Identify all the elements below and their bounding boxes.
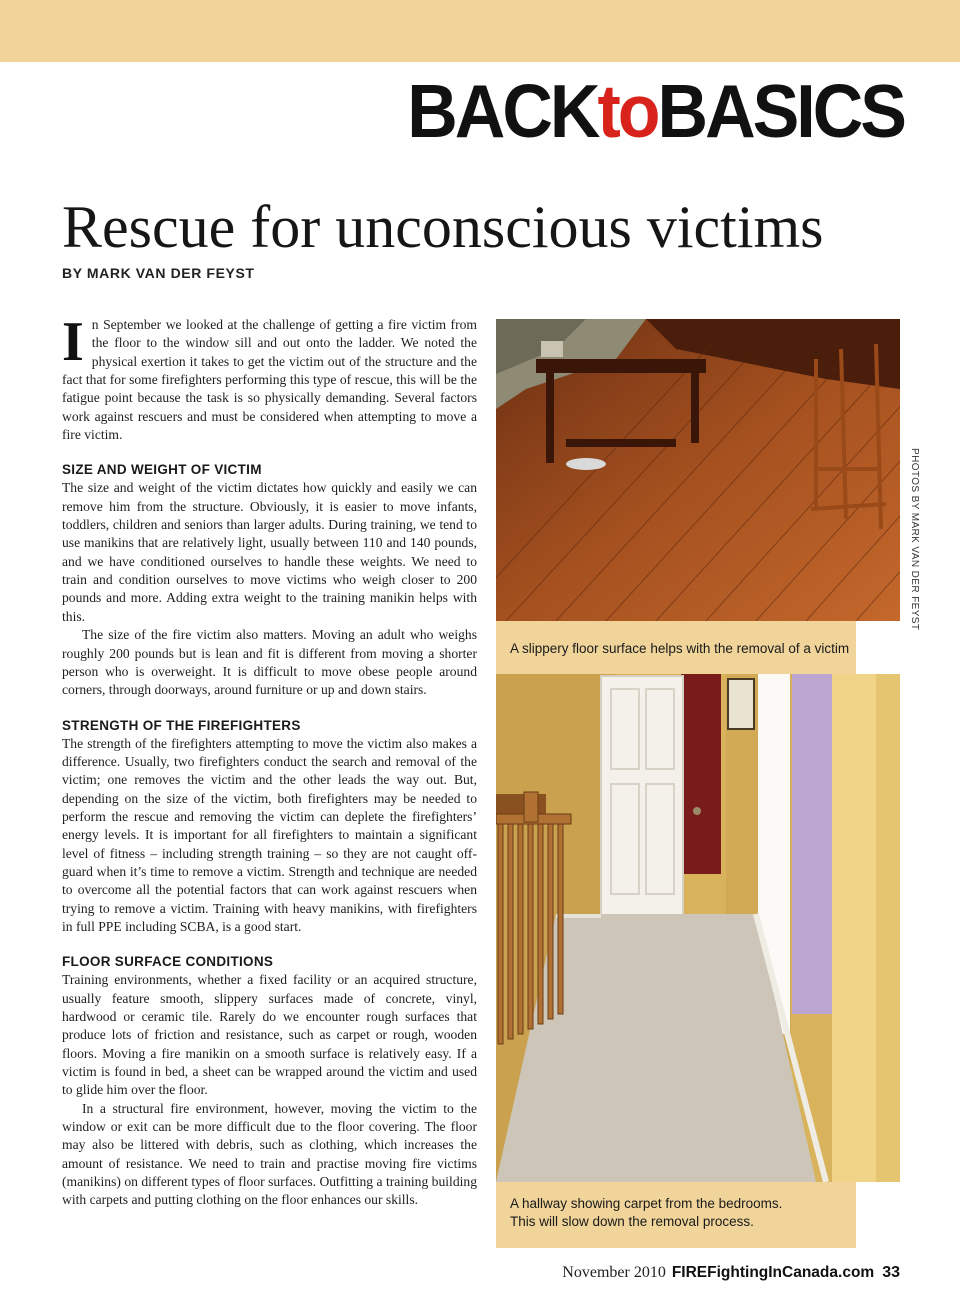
top-color-band — [0, 0, 960, 62]
page-number: 33 — [882, 1264, 900, 1281]
paragraph: Training environments, whether a fixed facility or an acquired structure, usually feature smooth, slippery surfaces made of concrete, vinyl, hardwood or ceramic tile. Rarely do we encounter rough surfaces that produce lots of friction and resistance, such as carpet or rough, wooden floors. Moving a fire manikin on a smooth surface is relatively easy. If a victim is found in bed, a sheet can be wrapped around the victim and used to glide him over the floor. — [62, 972, 477, 1098]
caption-line-1: A hallway showing carpet from the bedrooms. — [510, 1196, 783, 1211]
paragraph: The strength of the firefighters attempting to move the victim also makes a difference. Usually, two firefighters conduct the search and removal of the victim; one removes the victim and the other leads the way out. But, depending on the size of the victim, both firefighters may be needed to perform the rescue and removing the victim can deplete the firefighters’ energy levels. It is important for all firefighters to maintain a significant level of fitness – including strength training – so they are not caught off-guard when it’s time to remove a victim. Strength and technique are needed to overcome all the potential factors that can work against rescuers when trying to remove a victim. Training with heavy manikins, with firefighters in full PPE including SCBA, is a good start. — [62, 735, 477, 934]
brand-basics: BASICS — [657, 68, 904, 153]
byline: BY MARK VAN DER FEYST — [62, 265, 255, 281]
section-heading-strength: STRENGTH OF THE FIREFIGHTERS — [62, 717, 301, 733]
photo-credit — [908, 448, 922, 631]
section-heading-size-weight: SIZE AND WEIGHT OF VICTIM — [62, 462, 262, 478]
department-logo — [407, 68, 904, 153]
caption-text: A slippery floor surface helps with the removal of a victim — [510, 641, 850, 656]
article-body — [62, 311, 477, 1210]
intro-text: n September we looked at the challenge of getting a fire victim from the floor to the window sill and out onto the ladder. We noted the physical exertion it takes to get the victim out of the structure and the fact that for some firefighters performing this type of rescue, this will be the fatigue point because the task is so physically demanding. Several factors work against rescuers and must be considered when attempting to move a fire victim. — [62, 317, 477, 443]
photo-caption-1 — [496, 621, 856, 674]
photo-credit-text: PHOTOS BY MARK VAN DER FEYST — [909, 448, 920, 631]
brand-back: BACK — [407, 68, 598, 153]
website-link[interactable]: FIREFightingInCanada.com — [671, 1264, 875, 1281]
page-footer — [562, 1264, 900, 1282]
paragraph: The size of the fire victim also matters. Moving an adult who weighs roughly 200 pounds but is lean and fit is different from moving a shorter person who is overweight. It is difficult to move obese people around corners, through doorways, around furniture or up and down stairs. — [62, 627, 477, 698]
caption-line-2: This will slow down the removal process. — [510, 1214, 754, 1229]
paragraph: In a structural fire environment, however, moving the victim to the window or exit can be more difficult due to the floor covering. The floor may also be littered with debris, such as clothing, which increases the amount of resistance. We need to train and practise moving fire victims (manikins) on different types of floor surfaces. Outfitting a training building with carpets and putting clothing on the floor enhances our skills. — [62, 1100, 477, 1208]
photo-caption-2 — [496, 1182, 856, 1248]
hardwood-floor-photo — [496, 319, 900, 621]
carpet-hallway-photo — [496, 674, 900, 1182]
intro-paragraph — [62, 311, 477, 444]
issue-date: November 2010 — [562, 1264, 666, 1281]
brand-to: to — [597, 68, 658, 153]
section-heading-floor-surface: FLOOR SURFACE CONDITIONS — [62, 954, 274, 970]
drop-cap: I — [62, 311, 84, 373]
article-title: Rescue for unconscious victims — [62, 194, 824, 260]
paragraph: The size and weight of the victim dictates how quickly and easily we can remove him from the structure. Obviously, it is easier to move infants, toddlers, children and seniors than larger adults. During training, we tend to use manikins that are relatively light, usually between 110 and 140 pounds, and we have conditioned ourselves to handle these weights. We need to train and condition ourselves to move victims who weigh closer to 200 pounds and more. Adding extra weight to the training manikin helps with this. — [62, 480, 477, 624]
